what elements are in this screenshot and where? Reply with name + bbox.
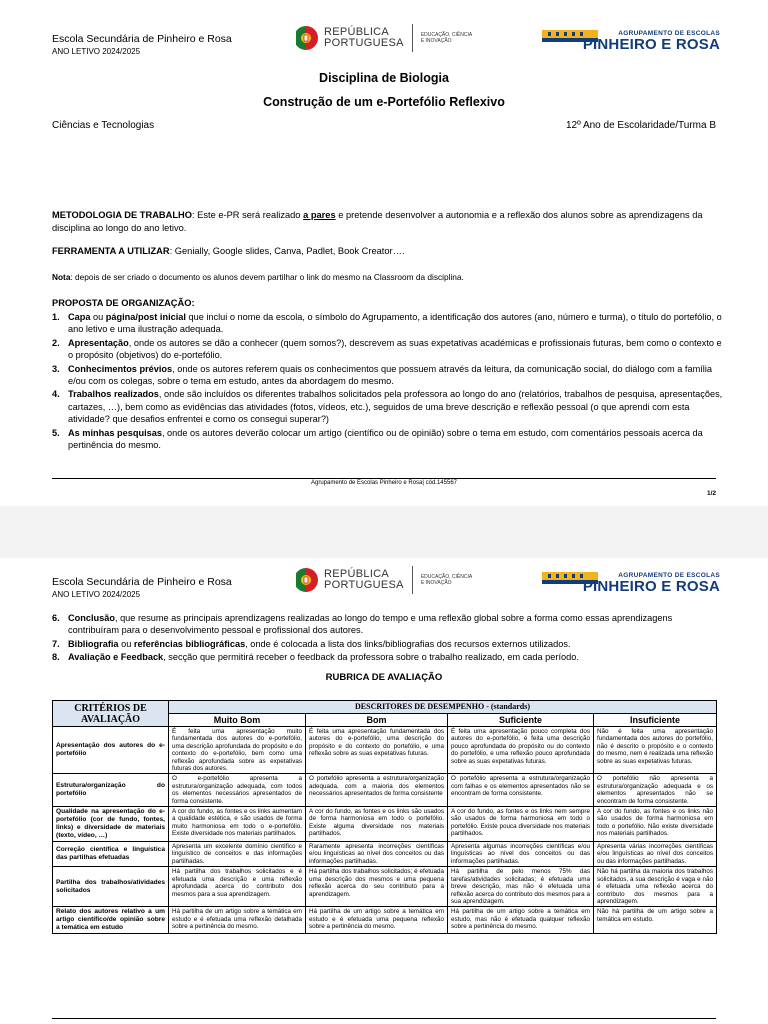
- gov-line-2: PORTUGUESA: [324, 37, 404, 49]
- descriptor-cell: Não há partilha da maioria dos trabalhos solicitados, a sua descrição é vaga e não é efetuada uma reflexão acerca do contributo dos mesmos para a aprendizagem.: [594, 867, 717, 907]
- descriptor-cell: Há partilha de um artigo sobre a temática em estudo e é efetuada uma reflexão detalhada sobre a pertinência do mesmo.: [169, 907, 306, 934]
- list-item-number: 4.: [52, 389, 60, 400]
- ferramenta-text: : Genially, Google slides, Canva, Padlet, Book Creator….: [169, 246, 405, 256]
- criterion-cell: Relato dos autores relativo a um artigo científico/de opinião sobre a temática em estudo: [53, 907, 169, 934]
- list-item-title-2: página/post inicial: [105, 312, 186, 322]
- list-item: [52, 638, 724, 650]
- level-header: Muito Bom: [169, 714, 306, 727]
- descriptor-cell: O e-portefólio apresenta a estrutura/organização adequada, com todos os elementos necessários apresentados de forma consistente.: [169, 774, 306, 807]
- gov-line-2: PORTUGUESA: [324, 579, 404, 591]
- descriptors-header: DESCRITORES DE DESEMPENHO - (standards): [169, 701, 717, 714]
- list-item: [52, 311, 724, 336]
- logo-separator: [412, 24, 413, 52]
- agrupamento-label: AGRUPAMENTO DE ESCOLAS: [618, 572, 720, 579]
- descriptor-cell: Há partilha de um artigo sobre a temática em estudo e é efetuada uma pequena reflexão sobre a pertinência do mesmo.: [306, 907, 448, 934]
- list-item-title: Trabalhos realizados: [68, 389, 159, 400]
- gov-ministry: [421, 32, 472, 44]
- page-subtitle: Construção de um e-Portefólio Reflexivo: [263, 95, 505, 109]
- list-item-title: Avaliação e Feedback: [68, 652, 164, 663]
- school-year: ANO LETIVO 2024/2025: [52, 47, 141, 56]
- footer-text: Agrupamento de Escolas Pinheiro e Rosa| cód.145567: [311, 480, 457, 486]
- list-item-title: Apresentação: [68, 337, 129, 348]
- list-item-text: , onde é colocada a lista dos links/bibliografias dos recursos externos utilizados.: [245, 638, 571, 649]
- list-item-number: 7.: [52, 638, 60, 649]
- list-item-text: , onde os autores se dão a conhecer (quem somos?), descrevem as suas expetativas académicas e profissionais futuras, bem como o contexto e o propósito (objetivos) do e-portefólio.: [68, 337, 722, 361]
- descriptor-cell: A cor do fundo, as fontes e os links nem sempre são usados de forma harmoniosa em todo o portefólio. Existe pouca diversidade nos materiais partilhados.: [448, 807, 594, 842]
- list-item-text: , onde os autores referem quais os conhecimentos que possuem através da leitura, da comunicação social, do diálogo com a família e/ou com os colegas, sobre o tema em estudo, antes da abordagem do mesmo.: [68, 363, 712, 387]
- page-break: [0, 506, 768, 558]
- gov-ministry-line-2: E INOVAÇÃO: [420, 38, 452, 44]
- area-label: Ciências e Tecnologias: [52, 120, 155, 131]
- list-item-text: , que resume as principais aprendizagens realizadas ao longo do tempo e uma reflexão global sobre a forma como essas aprendizagens contribuíram para o desenvolvimento pessoal e profissional dos autores.: [68, 613, 673, 636]
- descriptor-cell: Apresenta um excelente domínio científico e linguístico de conceitos e das informações partilhadas.: [169, 842, 306, 867]
- republica-portuguesa-logo: [296, 566, 472, 594]
- list-item: [52, 388, 724, 425]
- list-item-title: Bibliografia: [68, 638, 119, 649]
- descriptor-cell: Há partilha de pelo menos 75% das tarefas/atividades solicitadas; é efetuada uma breve descrição, mas não é efetuada uma reflexão acerca do contributo dos mesmos para a sua aprendizagem.: [448, 867, 594, 907]
- rubric-table: [52, 700, 717, 934]
- list-item-number: 8.: [52, 652, 60, 663]
- list-item-connector: ou: [90, 312, 106, 322]
- level-header: Suficiente: [448, 714, 594, 727]
- agrupamento-logo: [540, 24, 720, 54]
- gov-line-1: REPÚBLICA: [324, 26, 390, 38]
- list-item-title: Conclusão: [68, 613, 115, 623]
- criteria-header: CRITÉRIOS DE AVALIAÇÃO: [53, 701, 169, 727]
- grade-label: 12º Ano de Escolaridade/Turma B: [565, 120, 716, 131]
- criterion-cell: Estrutura/organização do portefólio: [53, 774, 169, 807]
- logo-separator: [412, 566, 413, 594]
- proposta-label: PROPOSTA DE ORGANIZAÇÃO:: [52, 298, 195, 308]
- criterion-cell: Qualidade na apresentação do e-portefólio (cor de fundo, fontes, links) e diversidade de materiais (texto, vídeo, …): [53, 807, 169, 842]
- ferramenta-paragraph: [52, 245, 722, 258]
- proposta-list-2: [52, 612, 724, 665]
- table-row: [53, 727, 717, 774]
- footer-divider: [52, 478, 716, 479]
- republica-portuguesa-logo: [296, 24, 472, 52]
- portugal-emblem-icon: [296, 24, 320, 52]
- list-item-connector: ou: [118, 638, 134, 649]
- gov-name: [324, 569, 404, 591]
- descriptor-cell: Há partilha dos trabalhos solicitados e é efetuada uma descrição e uma reflexão aprofundada acerca do contributo dos mesmos para a sua aprendizagem.: [169, 867, 306, 907]
- descriptor-cell: O portefólio apresenta a estrutura/organização adequada, com a maioria dos elementos necessários apresentados de forma consistente: [306, 774, 448, 807]
- list-item: [52, 337, 724, 362]
- page-2-bottom-divider: [52, 1018, 716, 1019]
- nota-paragraph: [52, 271, 722, 284]
- proposta-list-1: [52, 311, 724, 452]
- gov-ministry-line-1: EDUCAÇÃO, CIÊNCIA: [420, 574, 473, 580]
- ferramenta-label: FERRAMENTA A UTILIZAR: [52, 246, 170, 256]
- rubric-header-row: [53, 701, 717, 714]
- metodologia-text-pre: : Este e-PR será realizado: [191, 210, 304, 220]
- level-header: Bom: [306, 714, 448, 727]
- school-year: ANO LETIVO 2024/2025: [52, 590, 141, 599]
- school-name: Escola Secundária de Pinheiro e Rosa: [52, 33, 232, 45]
- descriptor-cell: É feita uma apresentação pouco completa dos autores do e-portefólio, é feita uma descrição pouco aprofundada do propósito ou do contexto do portefólio, e uma reflexão pouco aprofundada sobre as suas expetativas futuras.: [448, 727, 594, 774]
- rubric-title: RUBRICA DE AVALIAÇÃO: [325, 672, 443, 683]
- agrupamento-logo: [540, 566, 720, 596]
- gov-ministry-line-2: E INOVAÇÃO: [420, 580, 452, 586]
- list-item-number: 1.: [52, 312, 60, 322]
- level-header: Insuficiente: [594, 714, 717, 727]
- list-item: [52, 651, 724, 663]
- descriptor-cell: A cor do fundo, as fontes e os links aumentam a qualidade estética, e são usados de forma muito harmoniosa em todo o e-portefólio. Existe diversidade nos materiais partilhados.: [169, 807, 306, 842]
- proposta-heading: [52, 297, 722, 310]
- descriptor-cell: Não há partilha de um artigo sobre a temática em estudo.: [594, 907, 717, 934]
- list-item: [52, 363, 724, 388]
- nota-text: : depois de ser criado o documento os alunos devem partilhar o link do mesmo na Classroom da disciplina.: [70, 272, 464, 282]
- metodologia-emphasis: a pares: [303, 210, 336, 220]
- list-item-number: 2.: [52, 337, 60, 348]
- metodologia-label: METODOLOGIA DE TRABALHO: [52, 210, 192, 220]
- descriptor-cell: O portefólio não apresenta a estrutura/organização adequada e os elementos apresentados não se encontram de forma consistente.: [594, 774, 717, 807]
- descriptor-cell: Apresenta algumas incorreções científicas e/ou linguísticas ao nível dos conceitos ou das informações partilhadas.: [448, 842, 594, 867]
- descriptor-cell: A cor do fundo, as fontes e os links não são usados de forma harmoniosa em todo o portefólio. Não existe diversidade nos materiais partilhados.: [594, 807, 717, 842]
- list-item-title: Conhecimentos prévios: [68, 363, 173, 374]
- descriptor-cell: Raramente apresenta incorreções científicas e/ou linguísticas ao nível dos conceitos ou das informações partilhadas.: [306, 842, 448, 867]
- page-1: [0, 0, 768, 506]
- metodologia-paragraph: [52, 209, 722, 235]
- descriptor-cell: A cor do fundo, as fontes e os links são usados de forma harmoniosa em todo o portefólio. Existe alguma diversidade nos materiais partilhados.: [306, 807, 448, 842]
- list-item-text: , secção que permitirá receber o feedback da professora sobre o trabalho realizado, em cada período.: [163, 652, 579, 663]
- list-item-number: 3.: [52, 363, 60, 374]
- descriptor-cell: É feita uma apresentação muito fundamentada dos autores do e-portefólio, uma descrição aprofundada do propósito e do contexto do e-portefólio, bem como uma reflexão aprofundada sobre as expetativas futuras dos autores.: [169, 727, 306, 774]
- table-row: [53, 807, 717, 842]
- list-item-text: que inclui o nome da escola, o símbolo do Agrupamento, a identificação dos autores (ano, número e turma), o título do portefólio, o ano letivo e uma ilustração adequada.: [68, 312, 722, 335]
- list-item-text: , onde são incluídos os diferentes trabalhos solicitados pela professora ao longo do ano (relatórios, trabalhos de pesquisa, apresentações, cartazes, …), bem como as evidências das atividades (fotos, vídeos, etc.), seguidos de uma breve descrição e reflexão pessoal (o que aprendi com esta atividade? que desafios enfrentei e como os consegui superar?): [68, 389, 723, 425]
- descriptor-cell: É feita uma apresentação fundamentada dos autores do e-portefólio, uma descrição do propósito e do contexto do portefólio, e uma reflexão sobre as suas expetativas futuras.: [306, 727, 448, 774]
- list-item-title-2: referências bibliográficas: [133, 638, 246, 649]
- descriptor-cell: Não é feita uma apresentação fundamentada dos autores do portefólio, não é descrito o propósito e o contexto do mesmo, nem é realizada uma reflexão sobre as suas expetativas futuras.: [594, 727, 717, 774]
- descriptor-cell: Há partilha de um artigo sobre a temática em estudo, mas não é efetuada qualquer reflexão sobre a pertinência do mesmo.: [448, 907, 594, 934]
- agrupamento-name: PINHEIRO E ROSA: [582, 578, 720, 595]
- portugal-emblem-icon: [296, 566, 320, 594]
- school-name: Escola Secundária de Pinheiro e Rosa: [52, 576, 232, 588]
- list-item-title: As minhas pesquisas: [68, 427, 162, 438]
- gov-name: [324, 27, 404, 49]
- gov-ministry: [421, 574, 472, 586]
- criterion-cell: Partilha dos trabalhos/atividades solicitados: [53, 867, 169, 907]
- criterion-cell: Apresentação dos autores do e-portefólio: [53, 727, 169, 774]
- page-title: Disciplina de Biologia: [319, 71, 449, 85]
- descriptor-cell: O portefólio apresenta a estrutura/organização com falhas e os elementos apresentados não se encontram de forma consistente.: [448, 774, 594, 807]
- gov-ministry-line-1: EDUCAÇÃO, CIÊNCIA: [420, 32, 473, 38]
- table-row: [53, 842, 717, 867]
- page-number: 1/2: [706, 490, 716, 497]
- agrupamento-name: PINHEIRO E ROSA: [582, 36, 720, 53]
- metodologia-text-post: e pretende desenvolver a autonomia e a reflexão dos alunos sobre as aprendizagens da disciplina ao longo do ano letivo.: [52, 210, 703, 233]
- agrupamento-label: AGRUPAMENTO DE ESCOLAS: [618, 30, 720, 37]
- list-item-number: 6.: [52, 613, 60, 623]
- nota-label: Nota: [52, 272, 71, 282]
- list-item-title: Capa: [68, 312, 91, 322]
- table-row: [53, 907, 717, 934]
- list-item-number: 5.: [52, 427, 60, 438]
- descriptor-cell: Apresenta várias incorreções científicas e/ou linguísticas ao nível dos conceitos ou das informações partilhadas.: [594, 842, 717, 867]
- table-row: [53, 867, 717, 907]
- descriptor-cell: Há partilha dos trabalhos solicitados; é efetuada uma descrição dos mesmos e uma pequena reflexão acerca do seu contributo para a aprendizagem.: [306, 867, 448, 907]
- criterion-cell: Correção científica e linguística das partilhas efetuadas: [53, 842, 169, 867]
- list-item-text: , onde os autores deverão colocar um artigo (científico ou de opinião) sobre o tema em estudo, com comentários pessoais acerca da pertinência do mesmo.: [68, 427, 703, 451]
- list-item: [52, 427, 724, 452]
- list-item: [52, 612, 724, 637]
- table-row: [53, 774, 717, 807]
- gov-line-1: REPÚBLICA: [324, 568, 390, 580]
